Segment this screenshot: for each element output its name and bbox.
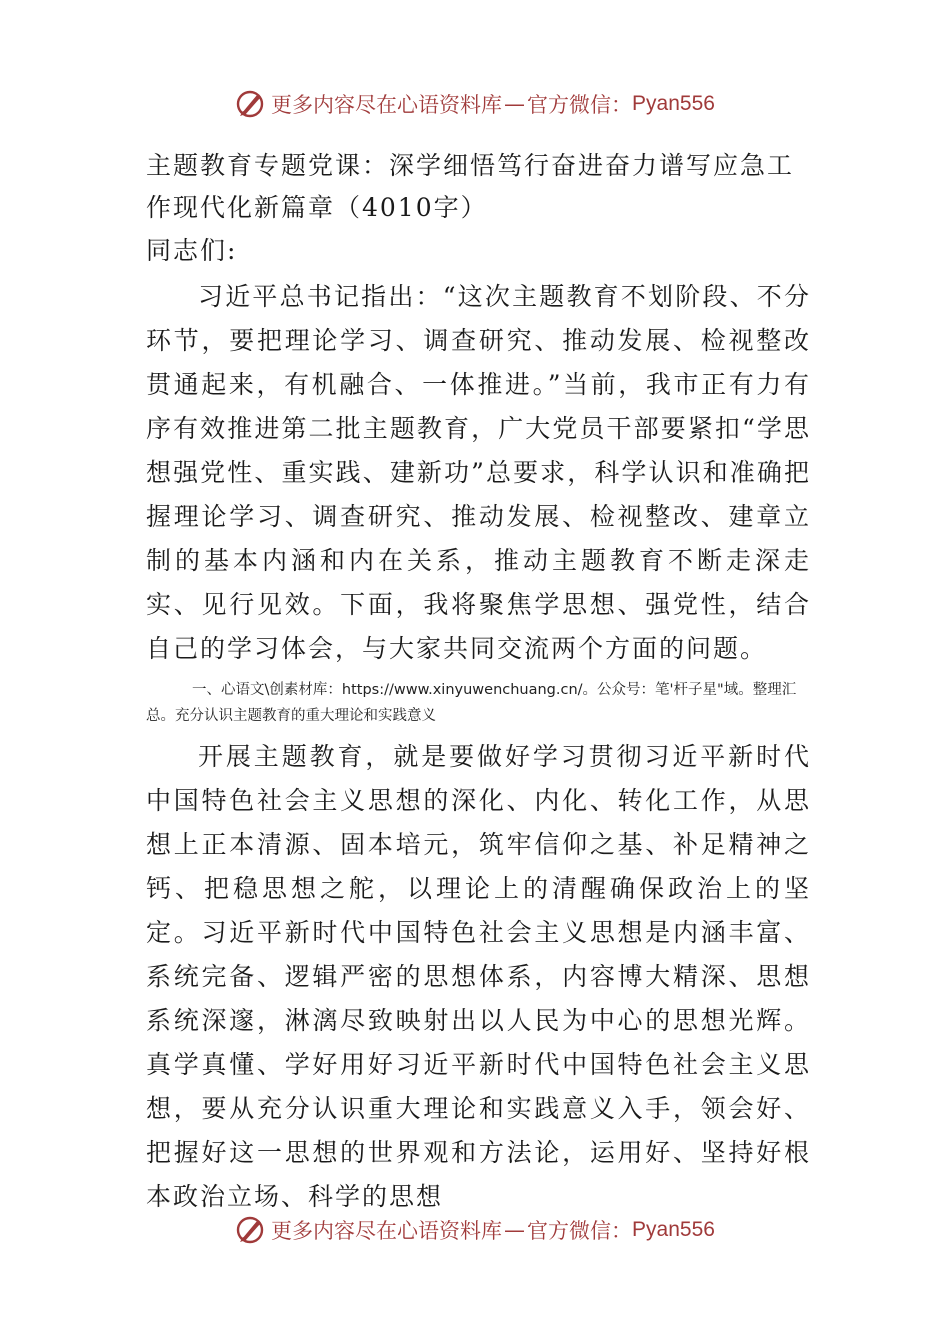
banner-contact-label: 官方微信： — [527, 93, 633, 117]
document-title: 主题教育专题党课：深学细悟笃行奋进奋力谱写应急工作现代化新篇章（4010字） — [146, 151, 795, 222]
banner-contact-label: 官方微信： — [527, 1219, 633, 1243]
pen-logo-icon — [235, 1215, 265, 1245]
banner-separator: — — [504, 1218, 526, 1242]
footer-banner — [0, 1210, 950, 1250]
salutation: 同志们: — [146, 236, 238, 265]
banner-text: 更多内容尽在心语资料库 — [271, 1219, 503, 1243]
banner-separator: — — [504, 92, 526, 116]
banner-text: 更多内容尽在心语资料库 — [271, 93, 503, 117]
pen-logo-icon — [235, 89, 265, 119]
banner-contact-handle: Pyan556 — [632, 1218, 715, 1241]
banner-contact-handle: Pyan556 — [632, 92, 715, 115]
paragraph-section-one: 开展主题教育，就是要做好学习贯彻习近平新时代中国特色社会主义思想的深化、内化、转化工作，从思想上正本清源、固本培元，筑牢信仰之基、补足精神之钙、把稳思想之舵，以理论上的清醒确保政治上的坚定。习近平新时代中国特色社会主义思想是内涵丰富、系统完备、逻辑严密的思想体系，内容博大精深、思想系统深邃，淋漓尽致映射出以人民为中心的思想光辉。真学真懂、学好用好习近平新时代中国特色社会主义思想，要从充分认识重大理论和实践意义入手，领会好、把握好这一思想的世界观和方法论，运用好、坚持好根本政治立场、科学的思想 — [146, 742, 811, 1211]
paragraph-intro: 习近平总书记指出：“这次主题教育不划阶段、不分环节，要把理论学习、调查研究、推动发展、检视整改贯通起来，有机融合、一体推进。”当前，我市正有力有序有效推进第二批主题教育，广大党员干部要紧扣“学思想强党性、重实践、建新功”总要求，科学认识和准确把握理论学习、调查研究、推动发展、检视整改、建章立制的基本内涵和内在关系，推动主题教育不断走深走实、见行见效。下面，我将聚焦学思想、强党性，结合自己的学习体会，与大家共同交流两个方面的问题。 — [146, 282, 811, 663]
header-banner — [0, 84, 950, 124]
section-heading-with-source-note: 一、心语文\创素材库：https://www.xinyuwenchuang.cn/。公众号：笔'杆子星"域。整理汇总。充分认识主题教育的重大理论和实践意义 — [146, 682, 797, 724]
document-body — [146, 145, 811, 1219]
